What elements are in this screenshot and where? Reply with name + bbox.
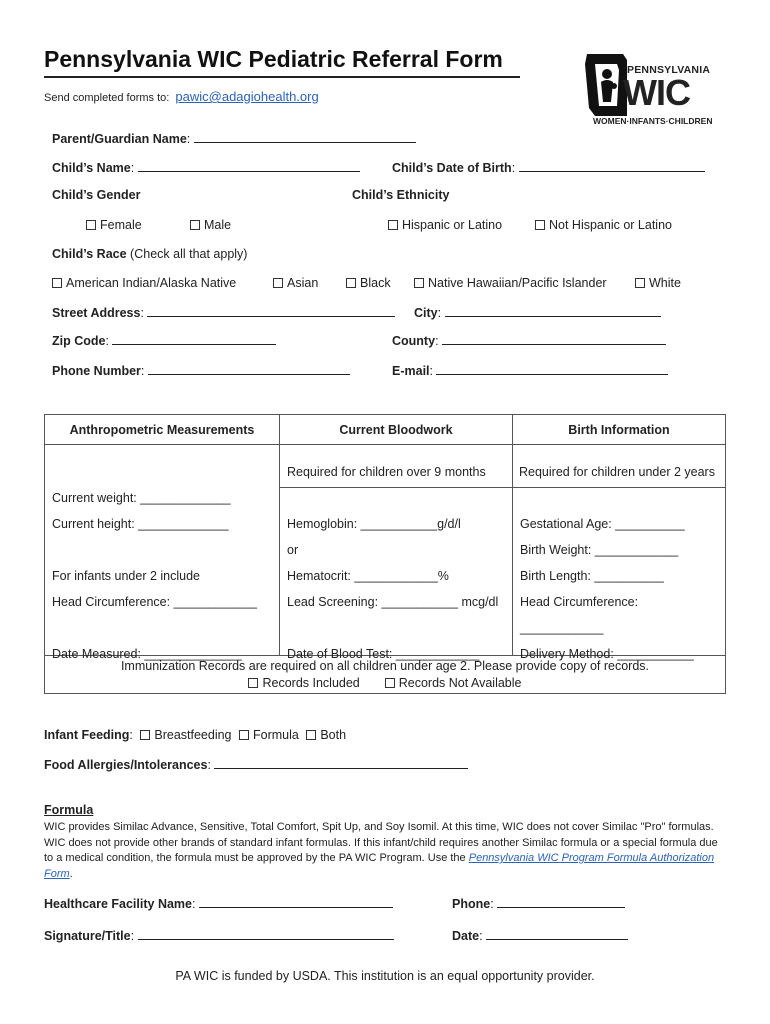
facility-phone-field[interactable]: Phone: <box>452 896 625 911</box>
date-measured-field[interactable]: Date Measured: ______________ <box>52 647 242 661</box>
parent-name-field[interactable]: Parent/Guardian Name: <box>52 131 416 146</box>
bloodwork-cell <box>280 445 513 661</box>
or-text: or <box>287 543 299 557</box>
formula-paragraph: WIC provides Similac Advance, Sensitive, Total Comfort, Spit Up, and Soy Isomil. At this time, WIC does not cover Similac "Pro" formulas. WIC does not provide other brands of standard infant formulas. If this infant/child requires another Similac formula or a special formula due to a medical condition, the formula must be approved by the PA WIC Program. Use the Pennsylvania WIC Program Formula Authorization Form. <box>44 821 718 880</box>
child-name-field[interactable]: Child’s Name: <box>52 160 360 175</box>
date-field[interactable]: Date: <box>452 928 628 943</box>
measurements-table <box>44 414 726 694</box>
zip-field[interactable]: Zip Code: <box>52 333 276 348</box>
city-field[interactable]: City: <box>414 305 661 320</box>
child-ethnicity-label: Child’s Ethnicity <box>352 188 450 202</box>
hemoglobin-field[interactable]: Hemoglobin: ___________g/d/l <box>287 517 461 531</box>
gestational-age-field[interactable]: Gestational Age: __________ <box>520 517 685 531</box>
food-allergies-field[interactable]: Food Allergies/Intolerances: <box>44 757 468 772</box>
logo-tagline: WOMEN·INFANTS·CHILDREN <box>593 116 713 126</box>
formula-heading: Formula <box>44 803 94 817</box>
checkbox-icon <box>414 278 424 288</box>
checkbox-icon <box>273 278 283 288</box>
birth-weight-field[interactable]: Birth Weight: ____________ <box>520 543 679 557</box>
page-title: Pennsylvania WIC Pediatric Referral Form <box>44 46 503 72</box>
anthropometric-cell <box>45 445 280 661</box>
checkbox-icon <box>388 220 398 230</box>
checkbox-icon <box>535 220 545 230</box>
child-race-label: Child’s Race (Check all that apply) <box>52 247 248 261</box>
col-header-birth: Birth Information <box>513 415 726 445</box>
feeding-formula-checkbox[interactable]: Formula <box>239 728 299 742</box>
infant-feeding-row: Infant Feeding: Breastfeeding Formula Both <box>44 728 347 742</box>
ethnicity-not-hispanic-checkbox[interactable]: Not Hispanic or Latino <box>535 218 672 232</box>
delivery-method-field[interactable]: Delivery Method: ___________ <box>520 647 694 661</box>
infants-note: For infants under 2 include <box>52 569 201 583</box>
checkbox-icon <box>86 220 96 230</box>
feeding-breast-checkbox[interactable]: Breastfeeding <box>140 728 231 742</box>
checkbox-icon <box>52 278 62 288</box>
feeding-both-checkbox[interactable]: Both <box>306 728 346 742</box>
county-field[interactable]: County: <box>392 333 666 348</box>
col-header-anthropometric: Anthropometric Measurements <box>45 415 280 445</box>
checkbox-icon <box>239 730 249 740</box>
birth-info-cell <box>513 445 726 661</box>
checkbox-icon <box>140 730 150 740</box>
immunization-note: Immunization Records are required on all children under age 2. Please provide copy of records. <box>120 659 650 673</box>
send-instructions <box>44 89 319 104</box>
bloodwork-subheader: Required for children over 9 months <box>287 465 486 479</box>
race-ai-checkbox[interactable]: American Indian/Alaska Native <box>52 276 236 290</box>
race-white-checkbox[interactable]: White <box>635 276 681 290</box>
blood-test-date-field[interactable]: Date of Blood Test: ____________ <box>287 647 480 661</box>
head-circumference-field[interactable]: Head Circumference: ____________ <box>52 595 257 609</box>
birth-subheader: Required for children under 2 years <box>519 465 715 479</box>
records-included-checkbox[interactable]: Records Included <box>248 676 359 690</box>
usda-statement: PA WIC is funded by USDA. This institution is an equal opportunity provider. <box>175 969 595 983</box>
email-link[interactable]: pawic@adagiohealth.org <box>175 89 319 104</box>
checkbox-icon <box>635 278 645 288</box>
signature-field[interactable]: Signature/Title: <box>44 928 394 943</box>
checkbox-icon <box>346 278 356 288</box>
hematocrit-field[interactable]: Hematocrit: ____________% <box>287 569 449 583</box>
birth-head-field[interactable]: ____________ <box>520 621 604 635</box>
race-nh-checkbox[interactable]: Native Hawaiian/Pacific Islander <box>414 276 607 290</box>
title-underline <box>44 76 520 78</box>
checkbox-icon <box>248 678 258 688</box>
street-field[interactable]: Street Address: <box>52 305 395 320</box>
birth-length-field[interactable]: Birth Length: __________ <box>520 569 664 583</box>
records-not-available-checkbox[interactable]: Records Not Available <box>385 676 522 690</box>
send-prefix: Send completed forms to: <box>44 92 170 104</box>
email-field[interactable]: E-mail: <box>392 363 668 378</box>
ethnicity-hispanic-checkbox[interactable]: Hispanic or Latino <box>388 218 502 232</box>
child-dob-field[interactable]: Child’s Date of Birth: <box>392 160 705 175</box>
pa-wic-logo <box>583 50 713 128</box>
gender-male-checkbox[interactable]: Male <box>190 218 231 232</box>
immunization-cell <box>45 656 726 694</box>
birth-head-label: Head Circumference: <box>520 595 639 609</box>
facility-name-field[interactable]: Healthcare Facility Name: <box>44 896 393 911</box>
checkbox-icon <box>190 220 200 230</box>
checkbox-icon <box>385 678 395 688</box>
child-gender-label: Child’s Gender <box>52 188 141 202</box>
gender-female-checkbox[interactable]: Female <box>86 218 142 232</box>
race-asian-checkbox[interactable]: Asian <box>273 276 318 290</box>
logo-state: PENNSYLVANIA <box>627 64 711 76</box>
current-weight-field[interactable]: Current weight: _____________ <box>52 491 231 505</box>
current-height-field[interactable]: Current height: _____________ <box>52 517 229 531</box>
phone-field[interactable]: Phone Number: <box>52 363 350 378</box>
formula-authorization-link[interactable]: Pennsylvania WIC Program Formula Authorization Form <box>44 852 715 880</box>
col-header-bloodwork: Current Bloodwork <box>280 415 513 445</box>
race-black-checkbox[interactable]: Black <box>346 276 391 290</box>
checkbox-icon <box>306 730 316 740</box>
lead-screening-field[interactable]: Lead Screening: ___________ mcg/dl <box>287 595 499 609</box>
logo-wic: WIC <box>623 72 690 113</box>
